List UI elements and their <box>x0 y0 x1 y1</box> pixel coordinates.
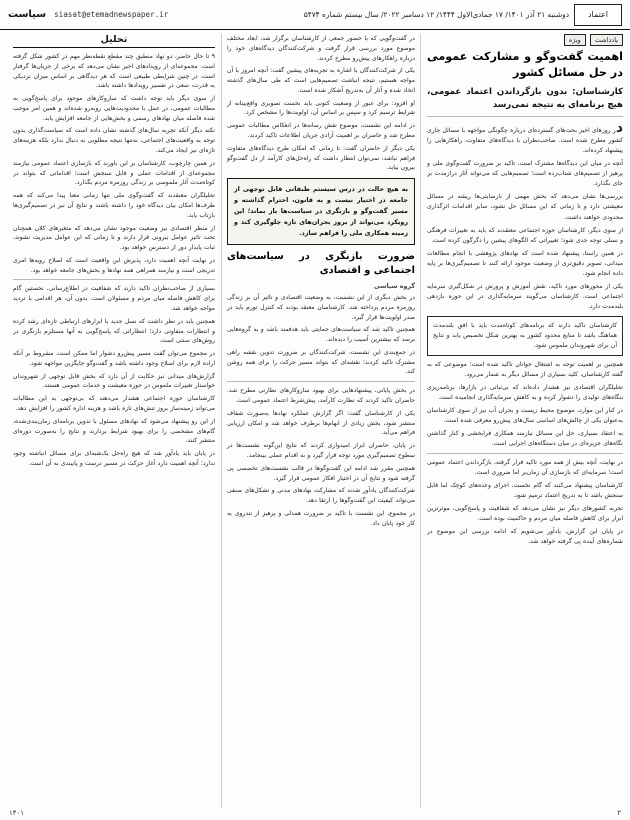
right-paragraph: در روزهای اخیر بحث‌های گسترده‌ای درباره چگونگی مواجهه با مسائل جاری کشور مطرح شده است. صاحب‌نظران با دیدگاه‌های متفاوت، راهکارهایی را پیشنهاد کرده‌اند. <box>427 120 623 155</box>
right-paragraph: یکی از محورهای مورد تاکید، نقش آموزش و پرورش در شکل‌گیری سرمایه اجتماعی است. کارشناسان می‌گویند سرمایه‌گذاری در این حوزه بازدهی بلندمدت دارد. <box>427 282 623 310</box>
left-paragraph: کارشناسان حوزه اجتماعی هشدار می‌دهند که بی‌توجهی به این مطالبات می‌تواند زمینه‌ساز بروز تنش‌های تازه باشد و هزینه اداره کشور را افزایش دهد. <box>13 395 215 412</box>
column-middle <box>221 34 421 808</box>
left-paragraph: بسیاری از صاحب‌نظران تاکید دارند که شفافیت در اطلاع‌رسانی، نخستین گام برای کاهش فاصله میان مردم و مسئولان است. بدون آن، هر اقدامی با تردید مواجه خواهد شد. <box>13 285 215 312</box>
mid-paragraph: شرکت‌کنندگان یادآور شدند که مشارکت نهادهای مدنی و تشکل‌های صنفی می‌تواند کیفیت این گفت‌وگوها را ارتقا دهد. <box>227 487 415 505</box>
column-right <box>427 34 623 808</box>
mid-paragraph: در بخش دیگری از این نشست، به وضعیت اقتصادی و تاثیر آن بر زندگی روزمره مردم پرداخته شد. کارشناسان معتقد بودند که کنترل تورم باید در صدر اولویت‌ها قرار گیرد. <box>227 294 415 321</box>
right-paragraph: در نهایت، آنچه بیش از همه مورد تاکید قرار گرفته، بازگرداندن اعتماد عمومی است؛ سرمایه‌ای که بازسازی آن زمان‌بر اما ضروری است. <box>427 459 623 477</box>
mid-paragraph: یکی از کارشناسان گفت: اگر گزارش عملکرد نهادها به‌صورت شفاف منتشر شود، بخش زیادی از ابهام‌ها برطرف خواهد شد و امکان ارزیابی فراهم می‌آید. <box>227 409 415 437</box>
right-paragraph: از سوی دیگر، کارشناسان حوزه اجتماعی معتقدند که باید به تغییرات فرهنگی و نسلی توجه جدی شود؛ تغییراتی که الگوهای پیشین را دگرگون کرده است. <box>427 226 623 244</box>
mid-paragraph: در جمع‌بندی این نشست، شرکت‌کنندگان بر ضرورت تدوین نقشه راهی مشترک تاکید کردند؛ نقشه‌ای که بتواند مسیر حرکت را برای همه روشن کند. <box>227 348 415 376</box>
mid-headline: ضرورت بازنگری در سیاست‌های اجتماعی و اقتصادی <box>227 250 415 276</box>
mid-paragraph: در مجموع، این نشست با تاکید بر ضرورت همدلی و پرهیز از تندروی به کار خود پایان داد. <box>227 509 415 527</box>
right-headline: اهمیت گفت‌وگو و مشارکت عمومی در حل مسائل کشور <box>427 50 623 80</box>
left-paragraph: در پایان باید یادآور شد که هیچ راه‌حل یک‌شبه‌ای برای مسائل انباشته وجود ندارد؛ آنچه اهمیت دارد آغاز حرکت در مسیر درست و پایبندی به آن است. <box>13 450 215 467</box>
left-paragraph: همچنین باید در نظر داشت که نسل جدید با ابزارهای ارتباطی تازه‌ای رشد کرده و انتظارات متفاوتی دارد؛ انتظاراتی که پاسخ‌گویی به آنها مستلزم بازنگری در روش‌های سنتی است. <box>13 317 215 345</box>
left-paragraph: در نهایت آنچه اهمیت دارد، پذیرش این واقعیت است که اصلاح رویه‌ها امری تدریجی است و نیازمند همراهی همه نهادها و بخش‌های جامعه خواهد بود. <box>13 256 215 274</box>
badge-note: یادداشت <box>590 34 623 46</box>
newspaper-logo[interactable]: اعتماد <box>574 4 622 26</box>
mid-paragraph: در ادامه این نشست، موضوع نقش رسانه‌ها در انعکاس مطالبات عمومی مطرح شد و حاضران بر اهمیت آزادی جریان اطلاعات تاکید کردند. <box>227 122 415 140</box>
masthead-email[interactable]: siasat@etemadnewspaper.ir <box>54 10 169 19</box>
section-title: سیاست <box>8 9 47 20</box>
divider <box>13 279 215 280</box>
mid-paragraph: در پایان، حاضران ابراز امیدواری کردند که نتایج این‌گونه نشست‌ها در سطوح تصمیم‌گیری مورد توجه قرار گیرد و به اقدام عملی بینجامد. <box>227 442 415 459</box>
page-folio: ۲ <box>617 809 621 817</box>
pull-quote-text: به هیچ حالت در درس سیستم طبقاتی قابل توجهی از جامعه در اختیار نیست و به قانون، احترام گذاشته و مسیر گفت‌وگو و بازنگری در سیاست‌ها باز بماند؛ این رویکرد می‌تواند از بروز بحران‌های تازه جلوگیری کند و زمینه همکاری ملی را فراهم سازد. <box>234 185 408 237</box>
column-left <box>13 34 215 808</box>
page-folio-year: ۱۴۰۱ <box>9 809 25 817</box>
page-content <box>0 30 630 808</box>
right-boxed-text: کارشناسان تاکید دارند که برنامه‌های کوتاه‌مدت باید با افق بلندمدت هماهنگ باشد تا منابع محدود کشور به بهترین شکل تخصیص یابد و نتایج آن برای شهروندان ملموس شود. <box>433 321 617 349</box>
left-paragraph: از منظر اقتصادی نیز وضعیت موجود نشان می‌دهد که متغیرهای کلان همچنان تحت تاثیر عوامل بیرونی قرار دارند و تا زمانی که این عوامل مدیریت نشوند، ثبات پایدار دور از دسترس خواهد بود. <box>13 224 215 252</box>
masthead-left <box>304 4 622 26</box>
divider <box>427 116 623 117</box>
analysis-kicker: تحلیل <box>13 34 215 48</box>
left-paragraph: در مجموع می‌توان گفت مسیر پیش‌رو دشوار اما ممکن است، مشروط بر آنکه اراده لازم برای اصلاح وجود داشته باشد و گفت‌وگو جایگزین مواجهه شود. <box>13 350 215 367</box>
right-paragraph: تحلیلگران اقتصادی نیز هشدار داده‌اند که بی‌ثباتی در بازارها، برنامه‌ریزی بنگاه‌های تولیدی را دشوار کرده و به کاهش سرمایه‌گذاری انجامیده است. <box>427 383 623 401</box>
mid-paragraph: او افزود: برای عبور از وضعیت کنونی باید نخست تصویری واقع‌بینانه از شرایط ترسیم کرد و سپس بر اساس آن، اولویت‌ها را مشخص کرد. <box>227 99 415 117</box>
left-paragraph: ۹ تا حال حاضر، دو نهاد منطبق چند مقطع نقطه‌نظر مهم در کشور شکل گرفته است. مجموعه‌ای از رویدادهای اخیر نشان می‌دهد که برخی از جریان‌ها گرفتار است. در چنین شرایطی طبیعی است که هر دیدگاهی بر اساس میزان نزدیکی به قدرت، سعی در تفسیر رویدادها داشته باشد. <box>13 53 215 90</box>
right-subhead: کارشناسان: بدون بازگرداندن اعتماد عمومی، هیچ برنامه‌ای به نتیجه نمی‌رسد <box>427 87 623 111</box>
right-boxed-note <box>427 316 623 356</box>
divider <box>227 381 415 382</box>
badge-special: ویژه <box>564 34 586 46</box>
right-paragraph: در کنار این موارد، موضوع محیط زیست و بحران آب نیز از سوی کارشناسان به‌عنوان یکی از چالش‌های اساسی سال‌های پیش‌رو معرفی شده است. <box>427 407 623 425</box>
mid-byline: گروه سیاسی <box>373 283 415 291</box>
left-paragraph: نکته دیگر آنکه تجربه سال‌های گذشته نشان داده است که سیاست‌گذاری بدون توجه به واقعیت‌های اجتماعی، نه‌تنها نتیجه مطلوبی به دنبال ندارد بلکه هزینه‌های تازه‌ای نیز ایجاد می‌کند. <box>13 127 215 155</box>
masthead <box>0 0 630 30</box>
right-paragraph: آنچه در میان این دیدگاه‌ها مشترک است، تاکید بر ضرورت گفت‌وگوی ملی و پرهیز از تصمیم‌های شتاب‌زده است؛ تصمیم‌هایی که می‌تواند آثار درازمدت بر جای بگذارد. <box>427 160 623 188</box>
divider <box>427 453 623 454</box>
mid-paragraph: یکی دیگر از حاضران گفت: تا زمانی که امکان طرح دیدگاه‌های متفاوت فراهم نباشد، نمی‌توان انتظار داشت که راه‌حل‌های کارآمد از دل گفت‌وگو بیرون بیاید. <box>227 144 415 172</box>
masthead-date: دوشنبه ۲۱ آذر ۱۴۰۱/ ۱۷ جمادی‌الاول ۱۴۴۴/ ۱۲ دسامبر ۲۰۲۲/ سال بیستم شماره ۵۴۷۴ <box>303 10 569 19</box>
right-paragraph: همچنین بر اهمیت توجه به اشتغال جوانان تاکید شده است؛ موضوعی که به گفته کارشناسان، کلید بسیاری از مسائل دیگر به شمار می‌رود. <box>427 360 623 378</box>
right-paragraph: تجربه کشورهای دیگر نیز نشان می‌دهد که شفافیت و پاسخ‌گویی، موثرترین ابزار برای کاهش فاصله میان مردم و حاکمیت بوده است. <box>427 505 623 523</box>
right-paragraph: بررسی‌ها نشان می‌دهد که بخش مهمی از نارضایتی‌ها ریشه در مسائل معیشتی دارد و تا زمانی که این مسائل حل نشود، سایر اقدامات اثرگذاری محدودی خواهند داشت. <box>427 193 623 221</box>
badge-row <box>427 34 623 46</box>
right-paragraph: در همین راستا، پیشنهاد شده است که نهادهای پژوهشی با انجام مطالعات میدانی، تصویر دقیق‌تری از وضعیت موجود ارائه کنند تا تصمیم‌گیری‌ها بر پایه داده انجام شود. <box>427 249 623 277</box>
right-paragraph: کارشناسان پیشنهاد می‌کنند که گام نخست، اجرای وعده‌های کوچک اما قابل سنجش باشد تا به تدریج اعتماد ترمیم شود. <box>427 482 623 500</box>
mid-paragraph: همچنین مقرر شد ادامه این گفت‌وگوها در قالب نشست‌های تخصصی پی گرفته شود و نتایج آن در اختیار افکار عمومی قرار گیرد. <box>227 464 415 482</box>
left-paragraph: در همین چارچوب، کارشناسان بر این باورند که بازسازی اعتماد عمومی نیازمند مجموعه‌ای از اقدامات عملی و قابل سنجش است؛ اقداماتی که بتواند در کوتاه‌مدت آثار ملموسی بر زندگی روزمره مردم بگذارد. <box>13 159 215 187</box>
mid-paragraph: یکی از شرکت‌کنندگان با اشاره به تجربه‌های پیشین گفت: آنچه امروز با آن مواجه هستیم، نتیجه انباشت تصمیم‌هایی است که طی سال‌های گذشته اتخاذ شده و آثار آن به‌تدریج آشکار شده است. <box>227 67 415 94</box>
left-paragraph: از سوی دیگر باید توجه داشت که سازوکارهای موجود برای پاسخ‌گویی به مطالبات عمومی، در عمل با محدودیت‌هایی روبه‌رو شده‌اند و همین امر موجب شده فاصله میان نهادهای رسمی و بخش‌هایی از جامعه افزایش یابد. <box>13 95 215 122</box>
right-paragraph: به اعتقاد بسیاری، حل این مسائل نیازمند همکاری فرابخشی و کنار گذاشتن نگاه‌های جزیره‌ای در میان دستگاه‌های اجرایی است. <box>427 430 623 448</box>
pull-quote <box>227 178 415 244</box>
left-paragraph: گزارش‌های میدانی نیز حکایت از آن دارد که بخش قابل توجهی از شهروندان خواستار تغییرات ملموس در حوزه معیشت و خدمات عمومی هستند. <box>13 372 215 390</box>
left-paragraph: تحلیلگران معتقدند که گفت‌وگوی ملی تنها زمانی معنا پیدا می‌کند که همه طرف‌ها امکان بیان دیدگاه خود را داشته باشند و نتایج آن نیز در تصمیم‌گیری‌ها بازتاب یابد. <box>13 192 215 219</box>
left-paragraph: از این رو پیشنهاد می‌شود که نهادهای مسئول با تدوین برنامه‌ای زمان‌بندی‌شده، گام‌های مشخصی را برای بهبود شرایط بردارند و نتایج را به‌صورت دوره‌ای منتشر کنند. <box>13 417 215 445</box>
mid-paragraph: در بخش پایانی، پیشنهادهایی برای بهبود سازوکارهای نظارتی مطرح شد. حاضران تاکید کردند که نظارت کارآمد، پیش‌شرط اعتماد عمومی است. <box>227 387 415 405</box>
mid-paragraph: در گفت‌وگویی که با حضور جمعی از کارشناسان برگزار شد، ابعاد مختلف موضوع مورد بررسی قرار گرفت و شرکت‌کنندگان دیدگاه‌های خود را درباره راهکارهای پیش‌رو مطرح کردند. <box>227 35 415 62</box>
mid-paragraph: همچنین تاکید شد که سیاست‌های حمایتی باید هدفمند باشد و به گروه‌هایی برسد که بیشترین آسیب را دیده‌اند. <box>227 326 415 344</box>
right-paragraph: در پایان این گزارش، یادآور می‌شویم که ادامه بررسی این موضوع در شماره‌های آینده پی گرفته خواهد شد. <box>427 528 623 546</box>
